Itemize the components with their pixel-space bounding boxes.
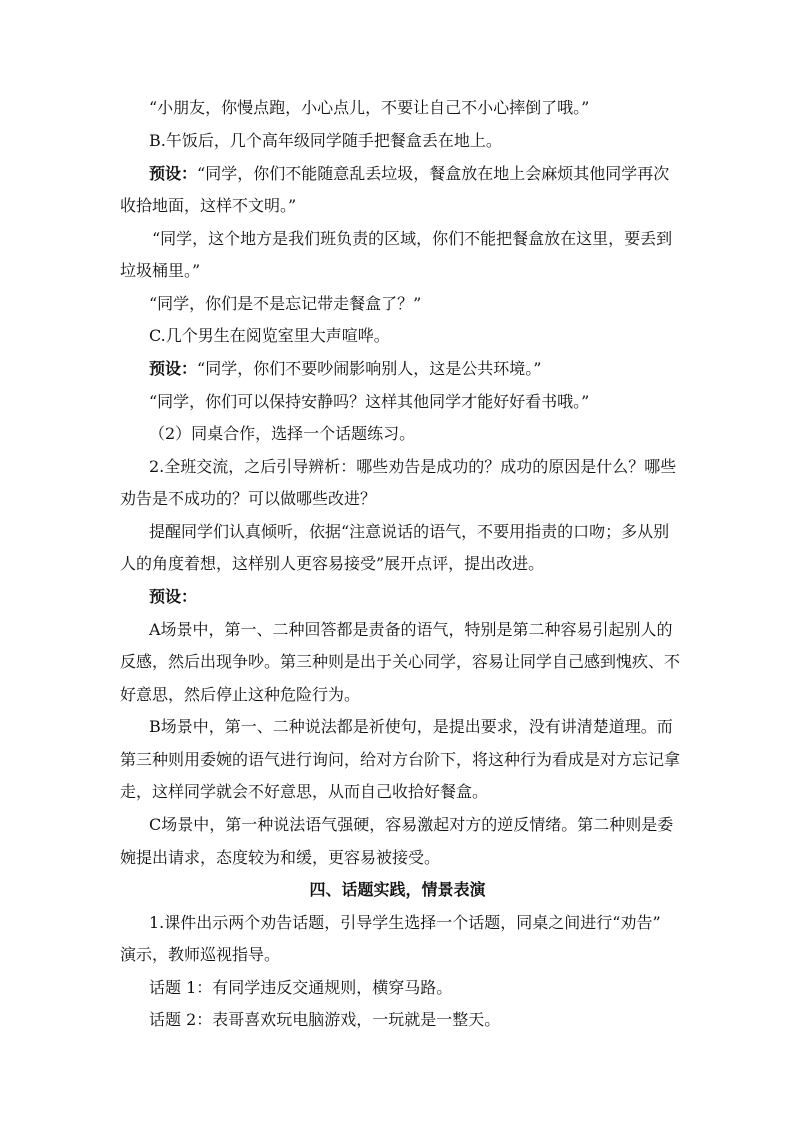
topic-1: 话题 1：有同学违反交通规则，横穿马路。 (149, 978, 453, 997)
paragraph-line: 好意思，然后停止这种危险行为。 (120, 685, 361, 704)
paragraph-line: 人的角度着想，这样别人更容易接受”展开点评，提出改进。 (120, 554, 545, 573)
paragraph-line: B场景中，第一、二种说法都是祈使句，是提出要求，没有讲清楚道理。而 (149, 717, 673, 736)
paragraph-line: C场景中，第一种说法语气强硬，容易激起对方的逆反情绪。第二种则是委 (149, 815, 674, 834)
paragraph-line: “同学，你们是不是忘记带走餐盒了？” (149, 294, 422, 313)
preset-label: 预设： (149, 164, 198, 183)
preset-label: 预设： (149, 587, 198, 606)
paragraph-line: 收拾地面，这样不文明。” (120, 196, 297, 215)
preset-line (149, 158, 704, 191)
paragraph-line: 第三种则用委婉的语气进行询问，给对方台阶下，将这种行为看成是对方忘记拿 (120, 750, 681, 769)
paragraph-line: 垃圾桶里。” (120, 261, 201, 280)
paragraph-line: 婉提出请求，态度较为和缓，更容易被接受。 (120, 848, 441, 867)
scenario-b: B.午饭后，几个高年级同学随手把餐盒丢在地上。 (149, 131, 502, 150)
scenario-c: C.几个男生在阅览室里大声喧哗。 (149, 326, 390, 345)
paragraph-line: “同学，这个地方是我们班负责的区域，你们不能把餐盒放在这里，要丢到 (152, 229, 673, 248)
paragraph-line: 反感，然后出现争吵。第三种则是出于关心同学，容易让同学自己感到愧疚、不 (120, 652, 681, 671)
paragraph-line: 1.课件出示两个劝告话题，引导学生选择一个话题，同桌之间进行“劝告” (149, 913, 661, 932)
paragraph-line: “同学，你们可以保持安静吗？这样其他同学才能好好看书哦。” (149, 392, 590, 411)
preset-label: 预设： (149, 359, 198, 378)
paragraph-line: 提醒同学们认真倾听，依据“注意说话的语气，不要用指责的口吻；多从别 (149, 522, 670, 541)
paragraph-line: 演示，教师巡视指导。 (120, 945, 281, 964)
paragraph-line: A场景中，第一、二种回答都是责备的语气，特别是第二种容易引起别人的 (149, 620, 673, 639)
paragraph-line: “小朋友，你慢点跑，小心点儿，不要让自己不小心摔倒了哦。” (149, 98, 590, 117)
paragraph-line: 走，这样同学就会不好意思，从而自己收拾好餐盒。 (120, 782, 489, 801)
preset-text: “同学，你们不能随意乱丢垃圾，餐盒放在地上会麻烦其他同学再次 (197, 164, 670, 183)
paragraph-line: 劝告是不成功的？可以做哪些改进？ (120, 489, 377, 508)
section-heading: 四、话题实践，情景表演 (309, 880, 486, 899)
paragraph-line: （2）同桌合作，选择一个话题练习。 (149, 424, 416, 443)
paragraph-line: 2.全班交流，之后引导辨析：哪些劝告是成功的？成功的原因是什么？哪些 (149, 457, 677, 476)
topic-2: 话题 2：表哥喜欢玩电脑游戏，一玩就是一整天。 (149, 1010, 501, 1029)
preset-line (149, 353, 704, 386)
preset-text: “同学，你们不要吵闹影响别人，这是公共环境。” (197, 359, 542, 378)
